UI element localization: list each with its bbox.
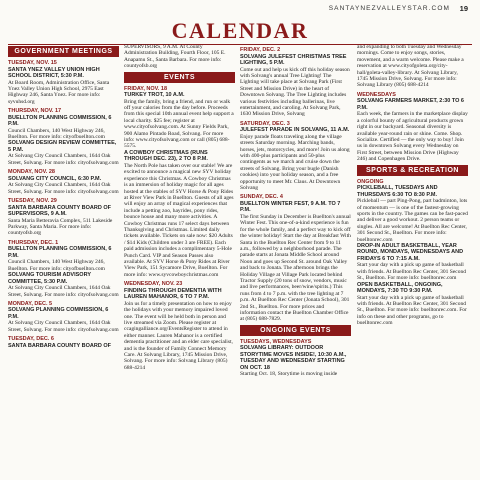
listing-group [124,44,235,371]
calendar-listing [124,86,235,150]
listing-title: SOLVANG DESIGN REVIEW COMMITTEE, 5 P.M. [8,140,117,153]
listing-body: Council Chambers, 140 West Highway 246, Buellton. For more info: cityofbuellton.com [8,127,105,141]
calendar-listing [357,44,468,89]
listing-date: THURSDAY, DEC. 1 [8,239,59,246]
listing-group [240,339,351,378]
calendar-listing [124,281,235,371]
listing-title: SOLVANG JULEFEST CHRISTMAS TREE LIGHTING, 5 P.M. [240,53,347,66]
listing-date: WEDNESDAY, NOV. 23 [124,281,183,288]
listing-body: At Solvang City Council Chambers, 1644 Oak Street, Solvang. For more info: cityofsolvang.com [8,182,119,195]
column-2 [124,44,235,480]
listing-title: BUELLTON PLANNING COMMISSION, 6 P.M. [8,114,112,128]
listing-body: At Solvang City Council Chambers, 1644 Oak Street, Solvang. For more info: cityofsolvang.com [8,320,119,333]
listing-group [357,44,468,163]
section-header-ongoing: ONGOING EVENTS [240,325,351,336]
calendar-listing [8,140,119,166]
listing-title: JULEFEST PARADE IN SOLVANG, 11 A.M. [240,127,350,134]
site-name: SANTAYNEZVALLEYSTAR.COM [328,5,450,12]
calendar-listing [240,339,351,378]
listing-body: At Board Room, Administration Office, Santa Ynez Valley Union High School, 2975 East Highway 246, Santa Ynez. For more info: syvuhsd.org [8,79,110,105]
calendar-listing [8,108,119,140]
masthead [0,0,480,16]
listing-date: MONDAY, NOV. 28 [8,169,55,176]
calendar-listing [8,240,119,272]
listing-title: SANTA BARBARA COUNTY BOARD OF [8,342,111,349]
calendar-listing [240,194,351,322]
calendar-listing [357,243,468,282]
listing-body: At Solvang City Council Chambers, 1644 Oak Street, Solvang. For more info: cityofsolvang.com [8,285,119,298]
listing-title: DROP-IN ADULT BASKETBALL, YEAR ROUND, MONDAYS, WEDNESDAYS AND FRIDAYS 6 TO 7:15 A.M. [357,242,464,262]
calendar-listing [357,179,468,243]
listing-date: WEDNESDAYS [357,91,396,98]
listing-title: OPEN BASKETBALL, ONGOING, MONDAYS, 7:30 TO 9:30 P.M. [357,281,443,295]
listing-body: The North Pole has taken over our stable! We are excited to announce a magical new SYV holiday experience this Christmas. A Cowboy Christmas is an immersion of holiday magic for all ages hosted at the stables of SYV Horse & Pony Rides at River View Park in Buellton. Guests of all ages will enjoy an array of magical experiences that include a petting zoo, hayrides, pony rides, bounce house and many more activities. A Cowboy Christmas runs 17 select days between Thanksgiving and Christmas. Limited daily tickets available. Tickets on sale now: $20 Adults / $14 Kids (Children under 3 are FREE). Each paid admission includes a complimentary 5-Hole Punch Card. VIP and Season Passes also available. At SYV Horse & Pony Rides at River View Park, 151 Sycamore Drive, Buellton. For more info: www.syvcowboychristmas.com [124,162,234,278]
listing-body: SUPERVISORS, 9 A.M. At County Administration Building, Fourth Floor, 105 E. Anapamu St., Santa Barbara. For more info: countyofsb.org [124,44,226,70]
listing-date: TUESDAY, NOV. 29 [8,198,57,205]
calendar-listing [240,47,351,118]
calendar-listing [240,121,351,192]
listing-title: A COWBOY CHRISTMAS (RUNS THROUGH DEC. 23), 2 TO 8 P.M. [124,149,208,163]
calendar-listing [8,336,119,349]
listing-date: FRIDAY, DEC. 2 [240,47,281,53]
listing-body: Enjoy parade floats traveling along the village streets Saturday morning. Marching bands, horses, jets, motorcycles, and more! Join us along with 400-plus participants and 50-plus contingents as we march and cruise down the streets of Solvang. Bring your bugle (Danish cookies) into your holiday season, and a free opportunity to meet Mr. Claus. At Downtown Solvang [240,133,350,191]
listing-body: Join us for a timely presentation on how to enjoy the holidays with your memory impaired loved one. The event will be held both in person and live streamed via Zoom. Please register at ccagingalliance.org/EventsRegister to attend in either manner. Lauren Mahanor is a certified dementia practitioner and an elder care specialist, and is the founder of Family Connect Memory Care. At Solvang Library, 1745 Mission Drive, Solvang. For more info: Solvang Library (805) 688-4214 [124,300,233,371]
listing-date: FRIDAY, NOV. 18 [124,85,168,92]
listing-body: and expanding to both Tuesday and Wednesday mornings. Come to enjoy songs, stories, movement, and a warm welcome. Please make a reservation at www.cityofgoleta.org/city-hall/goleta-valley-library. At Solvang Library, 1745 Mission Drive, Solvang. For more info: Solvang Library (805) 688-4214 [357,44,464,89]
listing-title: SANTA BARBARA COUNTY BOARD OF SUPERVISORS, 9 A.M. [8,204,111,218]
listing-title: SOLVANG FARMERS MARKET, 2:30 TO 6 P.M. [357,98,464,111]
listing-group [8,60,119,349]
calendar-listing [124,150,235,278]
calendar-listing [8,198,119,237]
calendar-listing [8,169,119,195]
page-title: CALENDAR [171,18,309,43]
listing-date: MONDAY, DEC. 5 [8,300,53,307]
section-header-events: EVENTS [124,72,235,83]
calendar-listing [357,92,468,163]
listing-group [240,47,351,323]
listing-title: SANTA YNEZ VALLEY UNION HIGH SCHOOL DISTRICT, 5:30 P.M. [8,66,100,79]
column-1 [8,44,119,480]
listing-title: SOLVANG TOURISM ADVISORY COMMITTEE, 5:30 P.M. [8,272,91,285]
listing-body: Santa Maria Betteravia Complex, 511 Lakeside Parkway, Santa Maria. For more info: countyofsb.org [8,217,113,237]
listing-date: TUESDAY, NOV. 15 [8,60,57,66]
section-header-sports: SPORTS & RECREATION [357,165,468,176]
calendar-listing [124,44,235,70]
listing-date: SATURDAY, DEC. 3 [240,120,290,127]
listing-title: SOLVANG LIBRARY: OUTDOOR STORYTIME MOVES INSIDE!, 10:30 A.M., TUESDAY AND WEDNESDAY STARTING ON OCT. 18 [240,345,347,371]
listing-body: Come out and help us kick off this holiday season with Solvang's annual Tree Lighting! The Lighting will take place at Solvang Park (First Street and Mission Drive) in the heart of Downtown Solvang. The Tree Lighting includes various festivities including ballerinas, live entertainment, and caroling. At Solvang Park, 1630 Mission Drive, Solvang [240,66,350,118]
calendar-listing [8,272,119,298]
listing-body: At Solvang City Council Chambers, 1644 Oak Street, Solvang. For more info: cityofsolvang.com [8,153,119,166]
listing-date: TUESDAYS, WEDNESDAYS [240,338,312,345]
listing-title: SOLVANG CITY COUNCIL, 6:30 P.M. [8,175,102,182]
listing-title: SOLVANG PLANNING COMMISSION, 6 P.M. [8,307,109,320]
listing-body: Bring the family, bring a friend, and run or walk off your calories from the day before. Proceeds from this special 10th annual event help support a local charity. $25 fee; register at www.cityofsolvang.com. At Sunny Fields Park, 900 Alamo Pintado Road, Solvang. For more info: www.cityofsolvang.com or call (805) 688-5575. [124,98,234,150]
listing-body: Start your day with a pick up game of basketball with friends. At Buellton Rec Center, 301 Second St., Buellton. For more info: buelltonrec.com [357,262,466,282]
listing-title: BUELLTON WINTER FEST, 9 A.M. TO 7 P.M. [240,200,341,214]
listing-body: Starting Oct. 18, Storytime is moving inside [240,371,338,378]
listing-title: FINDING THROUGH DEMENTIA WITH LAUREN MAHANOR, 6 TO 7 P.M. [124,287,222,301]
listing-title: BUELLTON PLANNING COMMISSION, 6 P.M. [8,246,112,259]
listing-body: Pickleball — part Ping-Pong, part badminton, lots of momentum — is one of the fastest-growing sports in the country. The games can be fast-paced and deliver a good workout. 2 person teams or singles. All are welcome! At Buellton Rec Center, 301 Second St., Buellton. For more info: buelltonrec.com [357,198,468,243]
listing-date: THURSDAY, NOV. 17 [8,108,62,115]
section-header-government: GOVERNMENT MEETINGS [8,46,119,57]
listing-date: TUESDAY, DEC. 6 [8,336,54,343]
column-3 [240,44,351,480]
calendar-listing [8,301,119,333]
page-number: 19 [459,4,468,13]
listing-title: TURKEY TROT, 10 A.M. [124,92,185,99]
listing-date: SUNDAY, DEC. 4 [240,194,283,201]
calendar-listing [357,282,468,327]
listing-body: The first Sunday in December is Buellton's annual Winter Fest. This one-of-a-kind experience is fun for the whole family, and a perfect way to kick off the winter holiday! Start the day at Breakfast With Santa in the Buellton Rec Center from 9 to 11 a.m., followed by a neighborhood parade. The parade starts at Jonata Middle School around Noon and goes up Second St. around Oak Valley and back to Jonata. The afternoon brings the Holiday Village at Village Park located behind Tractor Supply (20 tons of snow, vendors, music and live performances, beer/wine/spirits.) This runs from 4 to 7 p.m. with the tree lighting at 7 p.m. At Buellton Rec Center (Jonata School), 301 2nd St., Buellton. For more prices and information contact the Buellton Chamber Office at (805) 688-7829. [240,213,351,323]
listing-title: PICKLEBALL, TUESDAYS AND THURSDAYS 6:30 TO 8:30 P.M. [357,185,438,198]
listing-group [357,179,468,327]
listing-body: Start your day with a pick up game of basketball with friends. At Buellton Rec Center, 301 Second St., Buellton. For more info: buelltonrec.com. For info on these and other programs, go to buelltonrec.com [357,294,467,327]
listing-body: Each week, the farmers in the marketplace display a colorful bounty of agricultural products grown right in our backyard. Seasonal diversity is available year-round rain or shine. Come. Shop. Socialize. Certified — the only way to buy! Join us in downtown Solvang every Wednesday on First Street, between Mission Drive (Highway 246) and Copenhagen Drive. [357,111,468,163]
listing-date: ONGOING [357,178,384,185]
calendar-listing [8,60,119,105]
column-4 [357,44,468,480]
listing-body: Council Chambers, 140 West Highway 246, Buellton. For more info: cityofbuellton.com [8,259,105,272]
